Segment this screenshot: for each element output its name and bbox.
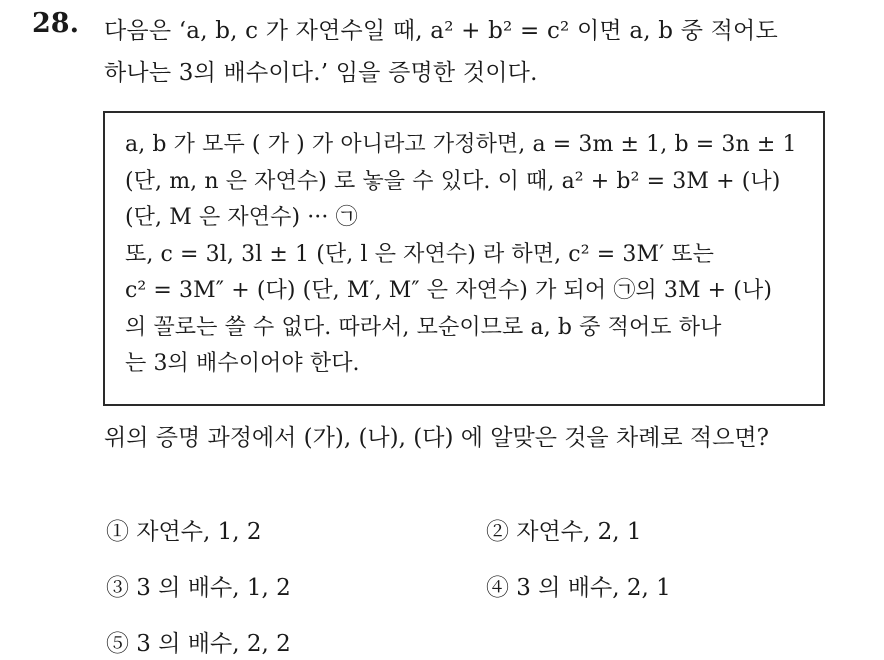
proof-box bbox=[103, 111, 825, 406]
proof-line-7: 는 3의 배수이어야 한다. bbox=[125, 351, 360, 376]
choice-5[interactable]: ⑤ 3 의 배수, 2, 2 bbox=[106, 631, 291, 657]
question-stem bbox=[104, 10, 874, 94]
stem-line-2: 하나는 3의 배수이다.’ 임을 증명한 것이다. bbox=[104, 60, 538, 86]
proof-line-5: c² = 3M″ + (다) (단, M′, M″ 은 자연수) 가 되어 ㉠의 3M + (나) bbox=[125, 278, 773, 303]
proof-line-4: 또, c = 3l, 3l ± 1 (단, l 은 자연수) 라 하면, c² = 3M′ 또는 bbox=[125, 241, 714, 267]
choice-3[interactable]: ③ 3 의 배수, 1, 2 bbox=[106, 575, 291, 601]
proof-line-2: (단, m, n 은 자연수) 로 놓을 수 있다. 이 때, a² + b² = 3M + (나) bbox=[125, 168, 781, 194]
question-number: 28. bbox=[32, 8, 79, 39]
proof-line-1: a, b 가 모두 ( 가 ) 가 아니라고 가정하면, a = 3m ± 1, b = 3n ± 1 bbox=[125, 132, 797, 157]
question-prompt: 위의 증명 과정에서 (가), (나), (다) 에 알맞은 것을 차례로 적으면? bbox=[104, 425, 769, 451]
choice-4[interactable]: ④ 3 의 배수, 2, 1 bbox=[486, 575, 671, 601]
proof-line-6: 의 꼴로는 쓸 수 없다. 따라서, 모순이므로 a, b 중 적어도 하나 bbox=[125, 314, 722, 340]
choice-2[interactable]: ② 자연수, 2, 1 bbox=[486, 519, 642, 545]
proof-line-3: (단, M 은 자연수) ··· ㉠ bbox=[125, 205, 358, 230]
choice-1[interactable]: ① 자연수, 1, 2 bbox=[106, 519, 262, 545]
stem-line-1: 다음은 ‘a, b, c 가 자연수일 때, a² + b² = c² 이면 a, b 중 적어도 bbox=[104, 18, 778, 44]
